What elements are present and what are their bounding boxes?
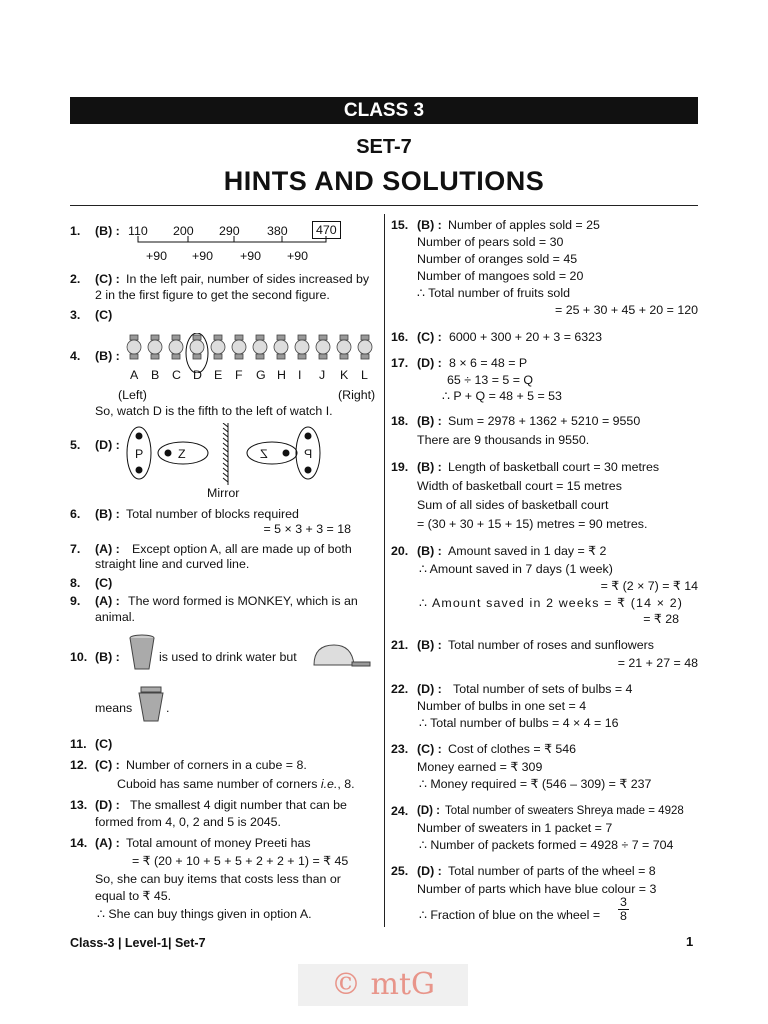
solution-text: The word formed is MONKEY, which is an [128,594,358,608]
solution-text: Length of basketball court = 30 metres [448,460,660,474]
answer-key: (B) : [417,460,442,474]
q-number: 25. [391,864,409,878]
letter-z: Z [178,447,186,461]
watch-icon [169,335,183,359]
solution-text: = 21 + 27 = 48 [617,656,698,670]
solution-text: ∴ Fraction of blue on the wheel = [419,908,601,922]
answer-key: (C) [95,308,113,322]
solution-text: Number of oranges sold = 45 [417,252,578,266]
watch-letter: K [340,368,349,382]
text-part: Cuboid has same number of corners [117,777,321,791]
answer-key: (B) : [95,224,120,238]
watch-icon [190,335,204,359]
right-column [391,215,699,930]
watch-letter: E [214,368,223,382]
solution-text: = ₹ (2 × 7) = ₹ 14 [600,579,698,593]
solution-text: Total number of blocks required [126,507,299,521]
q-number: 4. [70,349,81,363]
watch-icon [253,335,267,359]
solution-text [117,776,355,792]
solution-text: ∴ Total number of bulbs = 4 × 4 = 16 [419,716,619,730]
answer-key: (A) : [95,542,120,556]
solution-text: straight line and curved line. [95,557,250,571]
class-title-bar [70,97,698,124]
glass-icon [128,633,158,673]
seq-diff: +90 [192,249,214,263]
seq-diff: +90 [287,249,309,263]
page-number: 1 [686,934,694,949]
answer-key: (B) : [95,349,120,363]
answer-key: (B) : [95,650,120,664]
solution-text: animal. [95,610,135,624]
solution-text: Cost of clothes = ₹ 546 [448,742,577,756]
watch-icon [211,335,225,359]
solution-text: Total number of sets of bulbs = 4 [453,682,633,696]
left-column [70,215,378,930]
watch-letter: H [277,368,286,382]
solution-text: . [166,701,170,715]
solution-text: Number of mangoes sold = 20 [417,269,584,283]
solution-text: So, she can buy items that costs less than or [95,872,341,886]
text-part: , 8. [337,777,355,791]
watch-icon [232,335,246,359]
solution-text: The smallest 4 digit number that can be [130,798,347,812]
watch-icon [295,335,309,359]
letter-z-mirrored: Z [260,447,268,461]
watch-letter: L [361,368,368,382]
q-number: 1. [70,224,81,238]
mirror-label: Mirror [207,486,240,500]
solution-text: ∴ Total number of fruits sold [417,286,570,300]
solution-text: Amount saved in 1 day = ₹ 2 [448,544,607,558]
answer-key: (C) : [417,330,442,344]
text-italic: i.e. [320,777,338,791]
fraction-numerator: 3 [620,895,627,909]
q-number: 21. [391,638,409,652]
fraction [618,896,629,923]
mtg-logo: © mtG [298,964,468,1006]
q-number: 17. [391,356,409,370]
q-number: 13. [70,798,88,812]
watch-icon [127,335,141,359]
solution-text: There are 9 thousands in 9550. [417,433,590,447]
solution-text: So, watch D is the fifth to the left of watch I. [95,404,333,418]
answer-key: (B) : [417,638,442,652]
solution-text: = 5 × 3 + 3 = 18 [263,522,351,536]
solution-text: = ₹ (20 + 10 + 5 + 5 + 2 + 2 + 1) = ₹ 45 [132,854,349,868]
q-number: 16. [391,330,409,344]
answer-key: (D) : [417,805,440,817]
seq-diff: +90 [146,249,168,263]
answer-key: (C) : [95,272,120,286]
solution-text: Number of parts which have blue colour = 3 [417,882,657,896]
solution-text: Number of pears sold = 30 [417,235,564,249]
watch-letter: B [151,368,160,382]
solution-text: 6000 + 300 + 20 + 3 = 6323 [449,330,602,344]
answer-key: (D) : [417,682,442,696]
answer-key: (D) : [95,798,120,812]
solution-text: Number of apples sold = 25 [448,218,600,232]
watch-letters [130,367,380,383]
answer-key: (D) : [417,864,442,878]
q-number: 8. [70,576,81,590]
solution-text: = ₹ 28 [643,612,679,626]
q-number: 14. [70,836,88,850]
solution-text: Total number of roses and sunflowers [448,638,654,652]
q-number: 15. [391,218,409,232]
q-number: 2. [70,272,81,286]
q-number: 6. [70,507,81,521]
solution-text: Money earned = ₹ 309 [417,760,543,774]
solution-text: formed from 4, 0, 2 and 5 is 2045. [95,815,281,829]
q-number: 5. [70,438,81,452]
solution-text: ∴ P + Q = 48 + 5 = 53 [442,389,562,403]
answer-key: (C) [95,576,113,590]
answer-key: (B) : [417,544,442,558]
watch-letter: J [319,368,326,382]
watch-letter: F [235,368,243,382]
watch-letter: I [298,368,302,382]
left-label: (Left) [118,388,147,402]
solution-text: Except option A, all are made up of both [132,542,352,556]
solution-text: Total number of sweaters Shreya made = 4928 [445,805,684,817]
seq-value: 380 [267,224,288,238]
solution-text: 65 ÷ 13 = 5 = Q [447,373,534,387]
answer-key: (B) : [95,507,120,521]
solution-text: Number of sweaters in 1 packet = 7 [417,821,613,835]
seq-value: 110 [128,224,148,238]
seq-value: 290 [219,224,240,238]
watch-icon [337,335,351,359]
solution-text: 2 in the first figure to get the second figure. [95,288,330,302]
answer-key: (D) : [417,356,442,370]
solution-text: Number of bulbs in one set = 4 [417,699,587,713]
q-number: 10. [70,650,88,664]
title-divider [70,205,698,206]
solution-text: ∴ Amount saved in 2 weeks = ₹ (14 × 2) [419,596,684,610]
watch-icon [148,335,162,359]
column-divider [384,214,385,927]
q-number: 22. [391,682,409,696]
answer-key: (B) : [417,414,442,428]
watch-icon [358,335,372,359]
watch-letter: D [193,368,202,382]
right-label: (Right) [338,388,376,402]
seq-diff: +90 [240,249,262,263]
watch-icon [316,335,330,359]
seq-value: 200 [173,224,194,238]
mirror-figure [126,423,326,485]
q-number: 23. [391,742,409,756]
q-number: 20. [391,544,409,558]
answer-key: (C) : [95,758,120,772]
q-number: 18. [391,414,409,428]
answer-key: (A) : [95,836,120,850]
answer-key: (B) : [417,218,442,232]
solution-text: is used to drink water but [159,650,297,664]
answer-key: (A) : [95,594,120,608]
solution-text: means [95,701,133,715]
glass-with-lid-icon [136,685,168,725]
solution-text: equal to ₹ 45. [95,889,172,903]
q-number: 24. [391,804,409,818]
set-title: SET-7 [356,136,412,158]
watch-icon [274,335,288,359]
solution-text: Width of basketball court = 15 metres [417,479,622,493]
q-number: 3. [70,308,81,322]
letter-p: P [135,447,144,461]
solution-text: ∴ Money required = ₹ (546 – 309) = ₹ 237 [419,777,652,791]
solution-text: Sum of all sides of basketball court [417,498,609,512]
cap-icon [312,643,374,669]
solution-text: Total amount of money Preeti has [126,836,311,850]
letter-p-mirrored: P [304,447,313,461]
solution-text: = 25 + 30 + 45 + 20 = 120 [555,303,698,317]
solution-text: = (30 + 30 + 15 + 15) metres = 90 metres. [417,517,648,531]
q-number: 11. [70,737,87,751]
q-number: 12. [70,758,88,772]
solution-text: 8 × 6 = 48 = P [449,356,528,370]
seq-answer-box: 470 [312,221,341,239]
fraction-denominator: 8 [620,909,627,923]
watch-letter: A [130,368,139,382]
q-number: 19. [391,460,409,474]
watch-letter: G [256,368,266,382]
solution-text: Sum = 2978 + 1362 + 5210 = 9550 [448,414,641,428]
watch-letter: C [172,368,181,382]
solution-text: ∴ Number of packets formed = 4928 ÷ 7 = 704 [419,838,674,852]
solution-text: ∴ Amount saved in 7 days (1 week) [419,562,613,576]
solution-text: ∴ She can buy things given in option A. [97,907,312,921]
page-title: HINTS AND SOLUTIONS [223,166,545,196]
solution-text: In the left pair, number of sides increased by [126,272,370,286]
answer-key: (C) [95,737,113,751]
answer-key: (C) : [417,742,442,756]
q-number: 7. [70,542,81,556]
q-number: 9. [70,594,81,608]
class-title: CLASS 3 [343,100,425,121]
footer-label: Class-3 | Level-1| Set-7 [70,936,206,950]
solution-text: Number of corners in a cube = 8. [126,758,307,772]
solution-text: Total number of parts of the wheel = 8 [448,864,656,878]
answer-key: (D) : [95,438,120,452]
